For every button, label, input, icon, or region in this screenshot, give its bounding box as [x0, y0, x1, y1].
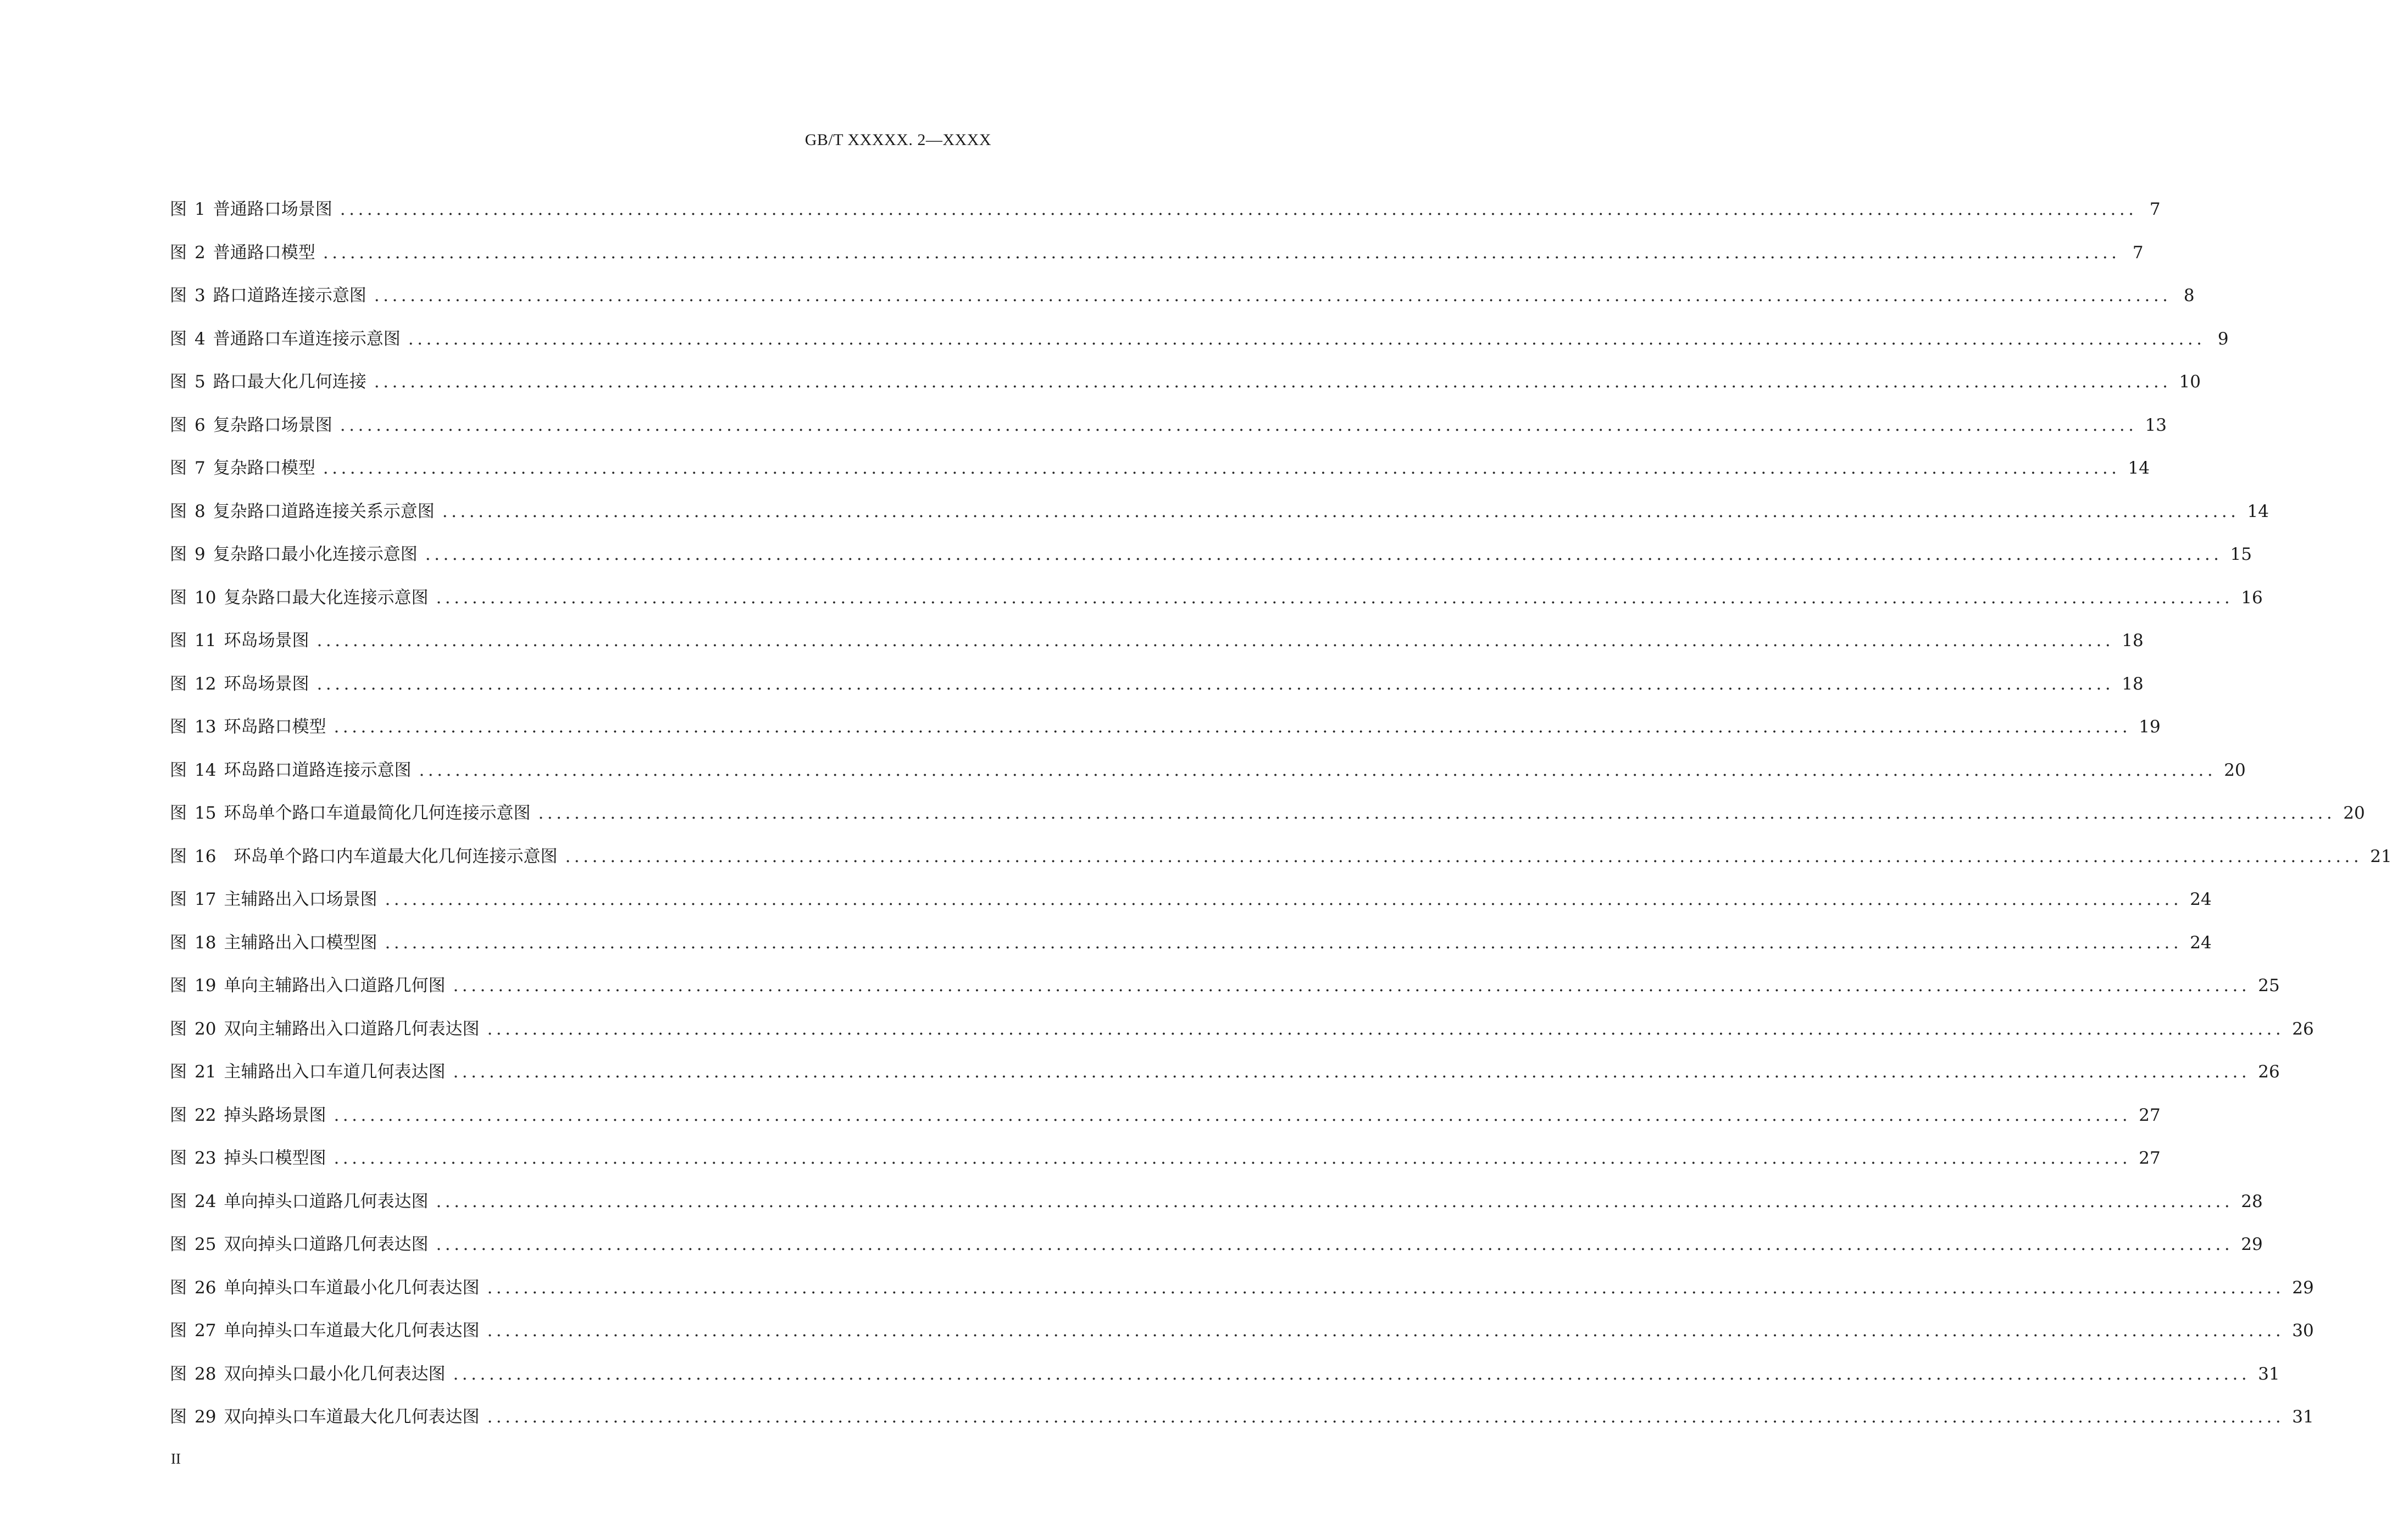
toc-entry-label: [170, 1322, 479, 1339]
dot-leader: ........................................................................................................................................................................................................: [436, 1235, 2234, 1254]
toc-entry[interactable]: [170, 631, 2144, 676]
figure-title: 单向主辅路出入口道路几何图: [224, 976, 446, 996]
dot-leader: ........................................................................................................................................................................................................: [565, 846, 2363, 866]
page-ref: 20: [2224, 760, 2246, 780]
figure-title: 路口最大化几何连接: [213, 372, 367, 392]
toc-entry-label: [170, 1409, 479, 1426]
figure-number: 5: [195, 372, 206, 392]
toc-entry[interactable]: [170, 1321, 2314, 1366]
figure-number: 20: [195, 1019, 217, 1039]
toc-entry-label: [170, 546, 418, 563]
figure-number: 10: [195, 587, 217, 608]
figure-prefix: 图: [170, 1105, 187, 1125]
figure-prefix: 图: [170, 501, 187, 521]
figure-prefix: 图: [170, 932, 187, 953]
figure-number: 16: [195, 846, 217, 866]
toc-entry[interactable]: [170, 587, 2263, 633]
toc-entry[interactable]: [170, 976, 2280, 1021]
dot-leader: ........................................................................................................................................................................................................: [374, 372, 2172, 392]
toc-entry-label: [170, 848, 557, 865]
toc-entry[interactable]: [170, 846, 2392, 892]
page-ref: 25: [2258, 976, 2280, 996]
figure-title: 环岛单个路口内车道最大化几何连接示意图: [234, 846, 558, 866]
figure-list: [170, 199, 2392, 1452]
figure-number: 3: [195, 286, 206, 305]
dot-leader: ........................................................................................................................................................................................................: [538, 803, 2336, 823]
figure-number: 29: [195, 1407, 217, 1427]
page-ref: 18: [2122, 674, 2144, 694]
figure-number: 15: [195, 803, 217, 823]
figure-prefix: 图: [170, 976, 187, 996]
figure-title: 环岛场景图: [224, 631, 309, 651]
toc-entry-label: [170, 805, 530, 822]
dot-leader: ........................................................................................................................................................................................................: [453, 976, 2251, 996]
figure-title: 双向掉头口道路几何表达图: [224, 1235, 429, 1254]
dot-leader: ........................................................................................................................................................................................................: [374, 286, 2172, 305]
page-ref: 20: [2343, 803, 2365, 823]
figure-title: 复杂路口场景图: [213, 415, 332, 435]
dot-leader: ........................................................................................................................................................................................................: [487, 1019, 2285, 1039]
page-ref: 7: [2149, 199, 2161, 219]
page-ref: 30: [2292, 1321, 2314, 1341]
figure-number: 8: [195, 501, 206, 521]
page-ref: 26: [2292, 1019, 2314, 1039]
figure-prefix: 图: [170, 544, 187, 564]
page-ref: 29: [2241, 1235, 2263, 1254]
toc-entry-label: [170, 201, 332, 218]
dot-leader: ........................................................................................................................................................................................................: [436, 587, 2234, 608]
dot-leader: ........................................................................................................................................................................................................: [334, 1105, 2132, 1125]
figure-number: 28: [195, 1364, 217, 1384]
dot-leader: ........................................................................................................................................................................................................: [334, 1148, 2132, 1168]
page-ref: 7: [2132, 242, 2144, 263]
toc-entry[interactable]: [170, 501, 2269, 547]
dot-leader: ........................................................................................................................................................................................................: [487, 1321, 2285, 1341]
dot-leader: ........................................................................................................................................................................................................: [317, 674, 2114, 694]
figure-prefix: 图: [170, 1321, 187, 1341]
figure-number: 23: [195, 1148, 217, 1168]
figure-prefix: 图: [170, 458, 187, 478]
figure-number: 7: [195, 458, 206, 478]
dot-leader: ........................................................................................................................................................................................................: [334, 717, 2132, 737]
page-ref: 31: [2258, 1364, 2280, 1384]
toc-entry[interactable]: [170, 1105, 2161, 1150]
figure-prefix: 图: [170, 1364, 187, 1384]
page-ref: 28: [2241, 1191, 2263, 1211]
toc-entry-label: [170, 417, 332, 434]
figure-title: 掉头口模型图: [224, 1148, 326, 1168]
toc-entry-label: [170, 1193, 428, 1210]
figure-number: 12: [195, 674, 217, 694]
dot-leader: ........................................................................................................................................................................................................: [323, 242, 2121, 263]
page-ref: 14: [2128, 458, 2150, 478]
dot-leader: ........................................................................................................................................................................................................: [453, 1364, 2251, 1384]
figure-number: 2: [195, 242, 206, 263]
dot-leader: ........................................................................................................................................................................................................: [442, 501, 2240, 521]
page-ref: 24: [2190, 932, 2212, 953]
page-ref: 8: [2183, 286, 2195, 305]
page-ref: 31: [2292, 1407, 2314, 1427]
figure-prefix: 图: [170, 846, 187, 866]
toc-entry[interactable]: [170, 1277, 2314, 1323]
toc-entry-label: [170, 460, 315, 477]
toc-entry-label: [170, 1021, 479, 1038]
toc-entry-label: [170, 1107, 326, 1124]
document-code-header: GB/T XXXXX. 2—XXXX: [804, 131, 991, 149]
figure-prefix: 图: [170, 1235, 187, 1254]
figure-number: 21: [195, 1062, 217, 1082]
toc-entry-label: [170, 374, 367, 391]
dot-leader: ........................................................................................................................................................................................................: [317, 631, 2114, 651]
figure-title: 普通路口场景图: [213, 199, 332, 219]
figure-title: 环岛路口模型: [224, 717, 326, 737]
dot-leader: ........................................................................................................................................................................................................: [436, 1191, 2234, 1211]
figure-prefix: 图: [170, 329, 187, 349]
figure-number: 19: [195, 976, 217, 996]
toc-entry[interactable]: [170, 803, 2365, 848]
page-ref: 29: [2292, 1277, 2314, 1298]
figure-prefix: 图: [170, 803, 187, 823]
page-ref: 21: [2370, 846, 2392, 866]
dot-leader: ........................................................................................................................................................................................................: [385, 932, 2183, 953]
dot-leader: ........................................................................................................................................................................................................: [425, 544, 2223, 564]
toc-entry-label: [170, 1236, 428, 1253]
dot-leader: ........................................................................................................................................................................................................: [323, 458, 2121, 478]
figure-number: 26: [195, 1277, 217, 1298]
figure-number: 27: [195, 1321, 217, 1341]
figure-title: 复杂路口道路连接关系示意图: [213, 501, 435, 521]
page-ref: 13: [2145, 415, 2167, 435]
figure-title: 主辅路出入口场景图: [224, 889, 378, 909]
page-ref: 26: [2258, 1062, 2280, 1082]
toc-entry[interactable]: [170, 889, 2212, 935]
figure-number: 18: [195, 932, 217, 953]
figure-prefix: 图: [170, 1277, 187, 1298]
figure-prefix: 图: [170, 717, 187, 737]
toc-entry-label: [170, 287, 367, 304]
figure-prefix: 图: [170, 1148, 187, 1168]
figure-title: 复杂路口最小化连接示意图: [213, 544, 418, 564]
figure-title: 普通路口模型: [213, 242, 315, 263]
toc-entry-label: [170, 762, 411, 779]
figure-title: 单向掉头口车道最大化几何表达图: [224, 1321, 480, 1341]
toc-entry-label: [170, 632, 309, 649]
figure-prefix: 图: [170, 889, 187, 909]
figure-number: 4: [195, 329, 206, 349]
page-ref: 27: [2139, 1148, 2161, 1168]
page-ref: 27: [2139, 1105, 2161, 1125]
figure-number: 14: [195, 760, 217, 780]
figure-title: 复杂路口模型: [213, 458, 315, 478]
figure-number: 13: [195, 717, 217, 737]
figure-title: 单向掉头口车道最小化几何表达图: [224, 1277, 480, 1298]
toc-entry[interactable]: [170, 760, 2246, 805]
figure-prefix: 图: [170, 1191, 187, 1211]
figure-prefix: 图: [170, 415, 187, 435]
page-ref: 10: [2179, 372, 2201, 392]
toc-entry[interactable]: [170, 717, 2161, 762]
toc-entry[interactable]: [170, 1191, 2263, 1237]
toc-entry-label: [170, 503, 435, 520]
dot-leader: ........................................................................................................................................................................................................: [453, 1062, 2251, 1082]
dot-leader: ........................................................................................................................................................................................................: [340, 199, 2138, 219]
toc-entry-label: [170, 676, 309, 693]
figure-prefix: 图: [170, 1019, 187, 1039]
dot-leader: ........................................................................................................................................................................................................: [340, 415, 2138, 435]
figure-prefix: 图: [170, 1062, 187, 1082]
figure-title: 主辅路出入口车道几何表达图: [224, 1062, 446, 1082]
figure-title: 环岛路口道路连接示意图: [224, 760, 412, 780]
toc-entry[interactable]: [170, 329, 2229, 374]
dot-leader: ........................................................................................................................................................................................................: [487, 1277, 2285, 1298]
toc-entry[interactable]: [170, 199, 2161, 244]
figure-number: 24: [195, 1191, 217, 1211]
figure-title: 主辅路出入口模型图: [224, 932, 378, 953]
figure-prefix: 图: [170, 199, 187, 219]
dot-leader: ........................................................................................................................................................................................................: [419, 760, 2217, 780]
toc-entry-label: [170, 891, 377, 908]
figure-number: 1: [195, 199, 206, 219]
toc-entry-label: [170, 1064, 445, 1081]
figure-prefix: 图: [170, 372, 187, 392]
page-ref: 19: [2139, 717, 2161, 737]
toc-entry[interactable]: [170, 1364, 2280, 1409]
dot-leader: ........................................................................................................................................................................................................: [487, 1407, 2285, 1427]
figure-number: 9: [195, 544, 206, 564]
figure-title: 单向掉头口道路几何表达图: [224, 1191, 429, 1211]
page-ref: 15: [2230, 544, 2252, 564]
figure-title: 双向掉头口最小化几何表达图: [224, 1364, 446, 1384]
toc-entry-label: [170, 977, 445, 994]
toc-entry-label: [170, 331, 401, 348]
toc-entry[interactable]: [170, 674, 2144, 719]
toc-entry-label: [170, 1150, 326, 1167]
toc-entry-label: [170, 1277, 480, 1298]
toc-entry-label: [170, 587, 429, 608]
page-ref: 9: [2217, 329, 2229, 349]
toc-entry[interactable]: [170, 544, 2252, 590]
toc-entry[interactable]: [170, 415, 2167, 460]
figure-prefix: 图: [170, 1407, 187, 1427]
toc-entry[interactable]: [170, 932, 2212, 978]
figure-title: 环岛单个路口车道最简化几何连接示意图: [224, 803, 531, 823]
toc-entry[interactable]: [170, 1019, 2314, 1064]
toc-entry-label: [170, 719, 326, 736]
figure-prefix: 图: [170, 587, 187, 608]
toc-entry[interactable]: [170, 1062, 2280, 1107]
toc-entry-label: [170, 932, 378, 953]
figure-number: 6: [195, 415, 206, 435]
dot-leader: ........................................................................................................................................................................................................: [385, 889, 2183, 909]
figure-number: 17: [195, 889, 217, 909]
figure-number: 25: [195, 1235, 217, 1254]
figure-prefix: 图: [170, 760, 187, 780]
figure-title: 普通路口车道连接示意图: [213, 329, 401, 349]
toc-entry[interactable]: [170, 1407, 2314, 1452]
figure-title: 双向掉头口车道最大化几何表达图: [224, 1407, 480, 1427]
dot-leader: ........................................................................................................................................................................................................: [408, 329, 2206, 349]
figure-title: 掉头路场景图: [224, 1105, 326, 1125]
toc-entry[interactable]: [170, 1148, 2161, 1193]
toc-entry[interactable]: [170, 286, 2195, 331]
toc-entry[interactable]: [170, 458, 2150, 503]
figure-title: 复杂路口最大化连接示意图: [224, 587, 429, 608]
figure-number: 22: [195, 1105, 217, 1125]
figure-prefix: 图: [170, 674, 187, 694]
page-ref: 18: [2122, 631, 2144, 651]
figure-prefix: 图: [170, 242, 187, 263]
page-ref: 24: [2190, 889, 2212, 909]
figure-title: 双向主辅路出入口道路几何表达图: [224, 1019, 480, 1039]
figure-prefix: 图: [170, 631, 187, 651]
toc-entry-label: [170, 1366, 445, 1383]
figure-title: 路口道路连接示意图: [213, 286, 367, 305]
page-ref: 16: [2241, 587, 2263, 608]
page-ref: 14: [2247, 501, 2269, 521]
toc-entry[interactable]: [170, 1235, 2263, 1280]
figure-prefix: 图: [170, 286, 187, 305]
figure-number: 11: [195, 631, 217, 651]
toc-entry[interactable]: [170, 242, 2144, 288]
toc-entry[interactable]: [170, 372, 2201, 417]
figure-title: 环岛场景图: [224, 674, 309, 694]
page-number: II: [171, 1450, 181, 1467]
toc-entry-label: [170, 244, 315, 262]
